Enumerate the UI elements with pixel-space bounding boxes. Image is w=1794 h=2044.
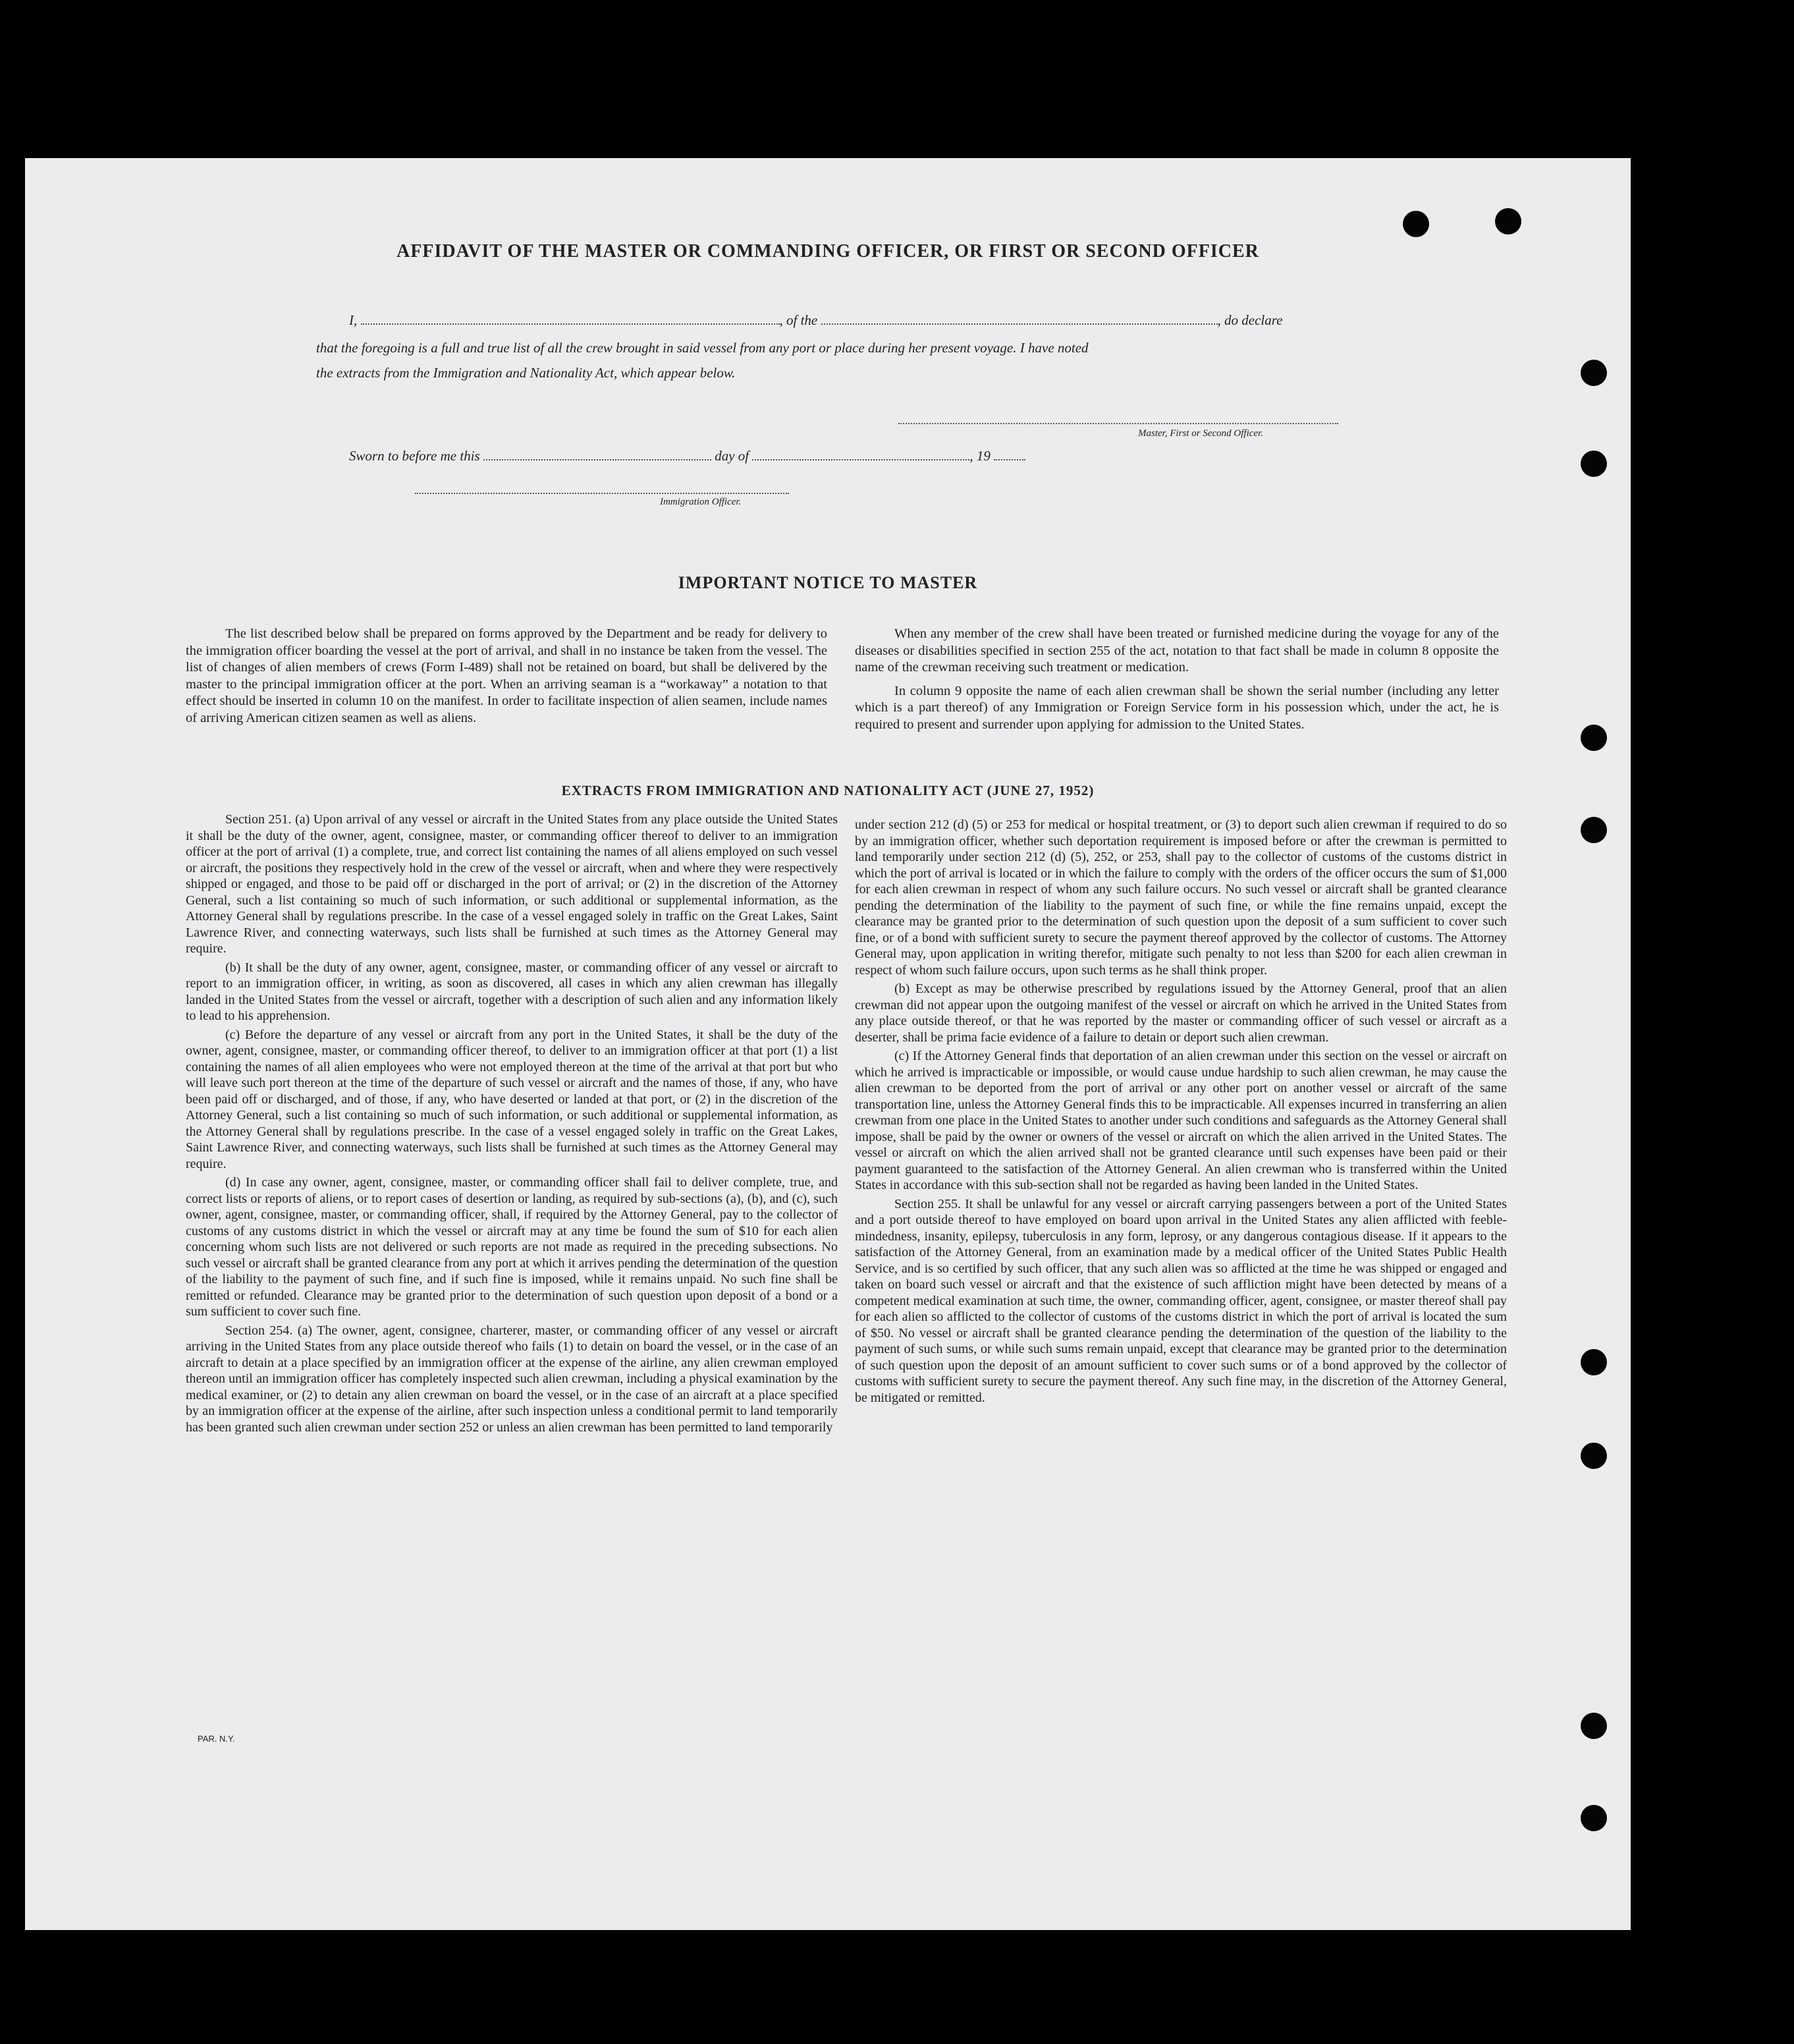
affidavit-text-line-3: the extracts from the Immigration and Nationality Act, which appear below. — [316, 365, 736, 381]
section-254-b: (b) Except as may be otherwise prescribed by regulations issued by the Attorney General, proof that an alien crewman did not appear upon the outgoing manifest of the vessel or aircraft on which he arrived in the United States from any place outside thereof, or that he was reported by the master or commanding officer of such vessel or aircraft as a deserter, shall be prima facie evidence of a failure to detain or deport such alien crewman. — [855, 981, 1507, 1045]
section-255: Section 255. It shall be unlawful for any vessel or aircraft carrying passengers between a port of the United States and a port outside thereof to have employed on board upon arrival in the United States any alien afflicted with feeble-mindedness, insanity, epilepsy, tuberculosis in any form, leprosy, or any dangerous contagious disease. If it appears to the satisfaction of the Attorney General, from an examination made by a medical officer of the United States Public Health Service, and is so certified by such officer, that any such alien was so afflicted at the time he was shipped or engaged and taken on board such vessel or aircraft and that the existence of such affliction might have been detected by means of a competent medical examination at such time, the owner, commanding officer, agent, consignee, or master thereof shall pay for each alien so afflicted to the collector of customs of the customs district in which the port of arrival is located the sum of $50. No vessel or aircraft shall be granted clearance pending the determination of the question of the liability to the payment of such sums, or while such sums remain unpaid, except that clearance may be granted prior to the determination of such question upon the deposit of an amount sufficient to cover such sums or of a bond approved by the collector of customs with sufficient surety to secure the payment thereof. Any such fine may, in the discretion of the Attorney General, be mitigated or remitted. — [855, 1196, 1507, 1405]
printer-code: PAR. N.Y. — [198, 1734, 235, 1744]
punch-hole-icon — [1581, 1805, 1607, 1831]
notice-left-paragraph: The list described below shall be prepared on forms approved by the Department and be ready for delivery to the immigration officer boarding the vessel at the port of arrival, and shall in no instance be taken from the vessel. The list of changes of alien members of crews (Form I-489) shall not be retained on board, but shall be delivered by the master to the principal immigration officer at the port. When an arriving seaman is a “workaway” a notation to that effect should be inserted in column 10 on the manifest. In order to facilitate inspection of alien seamen, include names of arriving American citizen seamen as well as aliens. — [186, 626, 827, 725]
of-the-label: , of the — [779, 312, 818, 328]
sworn-line — [349, 448, 1025, 464]
notice-right-paragraph-1: When any member of the crew shall have been treated or furnished medicine during the voyage for any of the diseases or disabilities specified in section 255 of the act, notation to that fact shall be made in column 8 opposite the name of the crewman receiving such treatment or medication. — [855, 626, 1499, 675]
vessel-field[interactable] — [821, 314, 1218, 325]
day-of-label: day of — [715, 448, 749, 464]
sworn-day-field[interactable] — [483, 450, 711, 460]
punch-hole-icon — [1581, 360, 1607, 386]
section-251-d: (d) In case any owner, agent, consignee, master, or commanding officer shall fail to deliver complete, true, and correct lists or reports of aliens, or to report cases of desertion or landing, as required by sub-sections (a), (b), and (c), such owner, agent, consignee, master, or commanding officer, shall, if required by the Attorney General, pay to the collector of customs of any customs district in which the vessel or aircraft may at any time be found the sum of $10 for each alien concerning whom such lists are not delivered or such reports are not made as required in the preceding subsections. No such vessel or aircraft shall be granted clearance from any port at which it arrives pending the determination of the question of the liability to the payment of such fine, and if such fine is imposed, while it remains unpaid. No such fine shall be remitted or refunded. Clearance may be granted prior to the determination of such question upon deposit of a bond or a sum sufficient to cover such fine. — [186, 1175, 838, 1319]
extracts-left-column — [186, 812, 838, 1438]
affidavit-text-line-2: that the foregoing is a full and true list of all the crew brought in said vessel from any port or place during her present voyage. I have noted — [316, 340, 1089, 356]
punch-hole-icon — [1581, 725, 1607, 751]
notice-title: IMPORTANT NOTICE TO MASTER — [678, 573, 978, 592]
punch-hole-icon — [1495, 208, 1521, 235]
immigration-officer-signature-line[interactable] — [415, 493, 789, 494]
extracts-right-column — [855, 817, 1507, 1408]
sworn-label: Sworn to before me this — [349, 448, 480, 464]
punch-hole-icon — [1581, 1349, 1607, 1375]
punch-hole-icon — [1581, 817, 1607, 843]
punch-hole-icon — [1581, 1713, 1607, 1739]
affidavit-declaration-line — [349, 312, 1282, 329]
sworn-year-field[interactable] — [994, 450, 1025, 460]
punch-hole-icon — [1581, 451, 1607, 477]
extracts-title: EXTRACTS FROM IMMIGRATION AND NATIONALITY ACT (JUNE 27, 1952) — [561, 783, 1095, 798]
notice-right-paragraph-2: In column 9 opposite the name of each alien crewman shall be shown the serial number (including any letter which is a part thereof) of any Immigration or Foreign Service form in his possession which, under the act, he is required to present and surrender upon applying for admission to the United States. — [855, 683, 1499, 732]
notice-left-column — [186, 626, 827, 729]
master-caption: Master, First or Second Officer. — [1138, 428, 1263, 439]
punch-hole-icon — [1403, 211, 1429, 237]
section-251-c: (c) Before the departure of any vessel or aircraft from any port in the United States, it shall be the duty of the owner, agent, consignee, master, or commanding officer thereof, to deliver to an immigration officer at that port (1) a list containing the names of all alien employees who were not employed thereon at the time of the arrival at that port but who will leave such port thereon at the time of the departure of such vessel or aircraft and the names of those, if any, who have been paid off or discharged, and of those, if any, who have deserted or landed at that port, or (2) in the discretion of the Attorney General, such a list containing so much of such information, or such additional or supplemental information, as the Attorney General shall by regulations prescribe. In the case of a vessel engaged solely in traffic on the Great Lakes, Saint Lawrence River, and connecting waterways, such lists shall be furnished at such times as the Attorney General may require. — [186, 1027, 838, 1171]
name-field[interactable] — [361, 314, 780, 325]
master-signature-line[interactable] — [898, 423, 1338, 424]
immigration-officer-caption: Immigration Officer. — [660, 497, 742, 507]
do-declare-label: , do declare — [1217, 312, 1283, 328]
affidavit-title: AFFIDAVIT OF THE MASTER OR COMMANDING OFFICER, OR FIRST OR SECOND OFFICER — [396, 241, 1259, 262]
section-251-b: (b) It shall be the duty of any owner, agent, consignee, master, or commanding officer of any vessel or aircraft to report to an immigration officer, in writing, as soon as discovered, all cases in which any alien crewman has illegally landed in the United States from the vessel or aircraft, together with a description of such alien and any information likely to lead to his apprehension. — [186, 960, 838, 1023]
section-254-a-continued: under section 212 (d) (5) or 253 for medical or hospital treatment, or (3) to deport such alien crewman if required to do so by an immigration officer, whether such deportation requirement is imposed before or after the crewman is permitted to land temporarily under section 212 (d) (5), 252, or 253, shall pay to the collector of customs of the customs district in which the port of arrival is located or in which the failure to comply with the orders of the officer occurs the sum of $1,000 for each alien crewman in respect of whom any such failure occurs. No such vessel or aircraft shall be granted clearance pending the determination of the liability to the payment of such fine, or while the fine remains unpaid, except the clearance may be granted prior to the determination of such question upon the deposit of a sum sufficient to cover such fine, or of a bond with sufficient surety to secure the payment thereof approved by the collector of customs. The Attorney General may, upon application in writing therefor, mitigate such penalty to not less than $200 for each alien crewman in respect of whom such failure occurs, upon such terms as he shall think proper. — [855, 817, 1507, 978]
section-254-a: Section 254. (a) The owner, agent, consignee, charterer, master, or commanding officer of any vessel or aircraft arriving in the United States from any place outside thereof who fails (1) to detain on board the vessel, or in the case of an aircraft to detain at a place specified by an immigration officer at the expense of the airline, any alien crewman employed thereon until an immigration officer has completely inspected such alien crewman, including a physical examination by the medical examiner, or (2) to detain any alien crewman on board the vessel, or in the case of an aircraft at a place specified by an immigration officer at the expense of the airline, after such inspection unless a conditional permit to land temporarily has been granted such alien crewman under section 252 or unless an alien crewman has been permitted to land temporarily — [186, 1323, 838, 1435]
section-251-a: Section 251. (a) Upon arrival of any vessel or aircraft in the United States from any place outside the United States it shall be the duty of the owner, agent, consignee, master, or commanding officer thereof to deliver to an immigration officer at the port of arrival (1) a complete, true, and correct list containing the names of all aliens employed on such vessel or aircraft, the positions they respectively hold in the crew of the vessel or aircraft, when and where they were respectively shipped or engaged, and those to be paid off or discharged in the port of arrival; or (2) in the discretion of the Attorney General, such a list containing so much of such information, or such additional or supplemental information, as the Attorney General shall by regulations prescribe. In the case of a vessel engaged solely in traffic on the Great Lakes, Saint Lawrence River, and connecting waterways, such lists shall be furnished at such times as the Attorney General may require. — [186, 812, 838, 956]
i-label: I, — [349, 312, 358, 328]
notice-right-column — [855, 626, 1499, 736]
year-label: , 19 — [969, 448, 991, 464]
section-254-c: (c) If the Attorney General finds that deportation of an alien crewman under this section on the vessel or aircraft on which he arrived is impracticable or impossible, or would cause undue hardship to such alien crewman, he may cause the alien crewman to be deported from the port of arrival or any other port on another vessel or aircraft of the same transportation line, unless the Attorney General finds this to be impracticable. All expenses incurred in transferring an alien crewman from one place in the United States to another under such conditions and safeguards as the Attorney General shall impose, shall be paid by the owner or owners of the vessel or aircraft on which the alien arrived in the United States. The vessel or aircraft on which the alien arrived shall not be granted clearance until such expenses have been paid or their payment guaranteed to the satisfaction of the Attorney General. An alien crewman who is transferred within the United States in accordance with this sub-section shall not be regarded as having been landed in the United States. — [855, 1049, 1507, 1192]
punch-hole-icon — [1581, 1443, 1607, 1469]
document-page — [25, 158, 1631, 1930]
sworn-month-field[interactable] — [752, 450, 969, 460]
